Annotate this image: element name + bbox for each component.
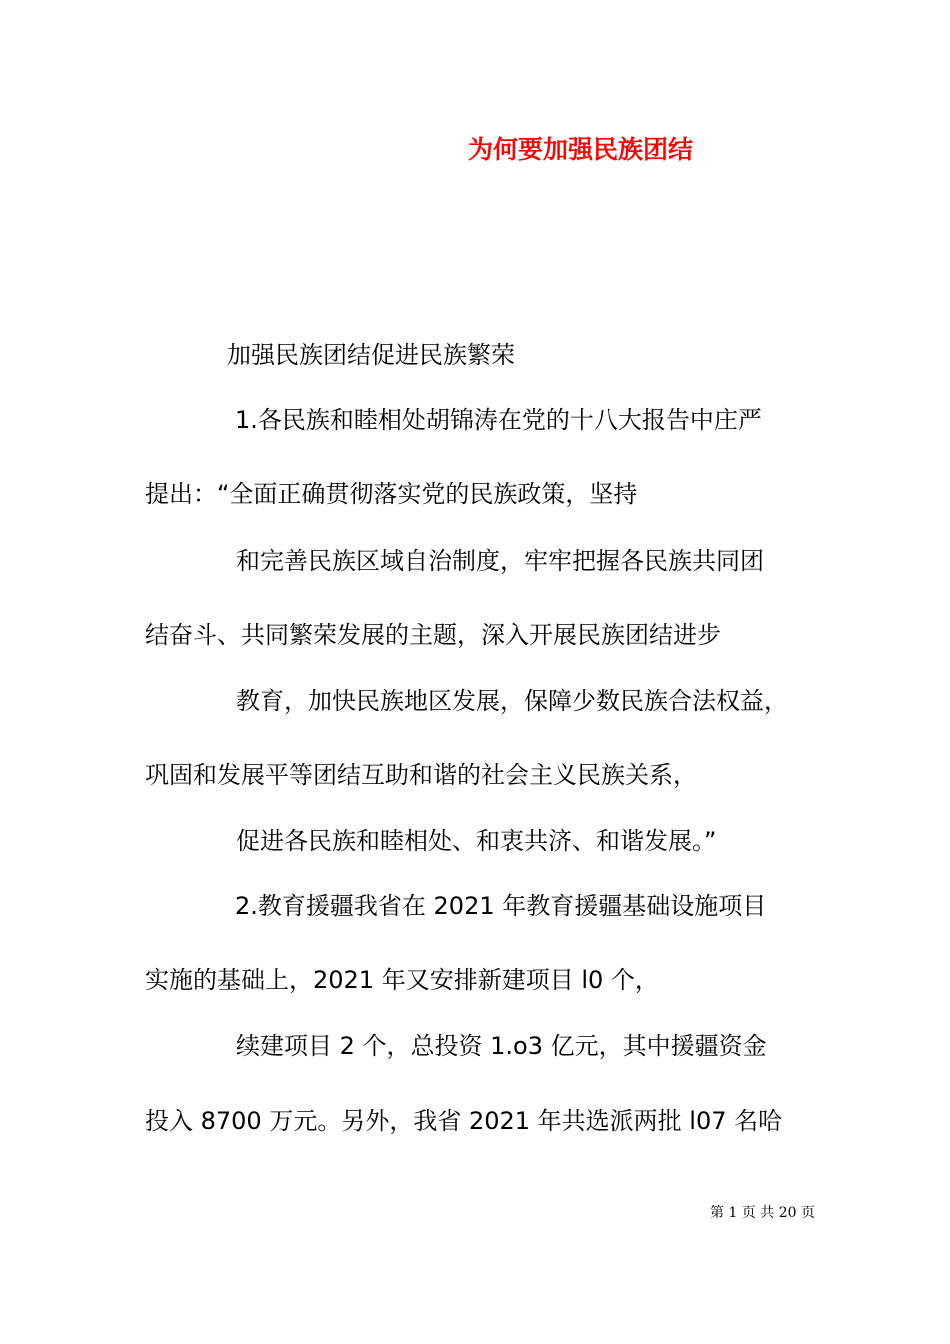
paragraph-line: 提出：“全面正确贯彻落实党的民族政策，坚持 (145, 480, 638, 508)
paragraph-line: 教育，加快民族地区发展，保障少数民族合法权益， (236, 687, 788, 715)
paragraph-line: 促进各民族和睦相处、和衷共济、和谐发展。” (236, 827, 717, 855)
paragraph-line: 投入 8700 万元。另外，我省 2021 年共选派两批 l07 名哈 (145, 1107, 783, 1135)
document-title: 为何要加强民族团结 (468, 135, 694, 164)
page-number-footer: 第 1 页 共 20 页 (710, 1205, 815, 1221)
paragraph-line: 实施的基础上，2021 年又安排新建项目 l0 个， (145, 966, 659, 994)
paragraph-line: 和完善民族区域自治制度，牢牢把握各民族共同团 (236, 547, 764, 575)
paragraph-line: 1.各民族和睦相处胡锦涛在党的十八大报告中庄严 (235, 406, 762, 434)
section-heading: 加强民族团结促进民族繁荣 (227, 341, 515, 369)
paragraph-line: 巩固和发展平等团结互助和谐的社会主义民族关系， (145, 761, 697, 789)
paragraph-line: 续建项目 2 个，总投资 1.o3 亿元，其中援疆资金 (236, 1032, 767, 1060)
paragraph-line: 结奋斗、共同繁荣发展的主题，深入开展民族团结进步 (145, 621, 721, 649)
paragraph-line: 2.教育援疆我省在 2021 年教育援疆基础设施项目 (235, 892, 767, 920)
